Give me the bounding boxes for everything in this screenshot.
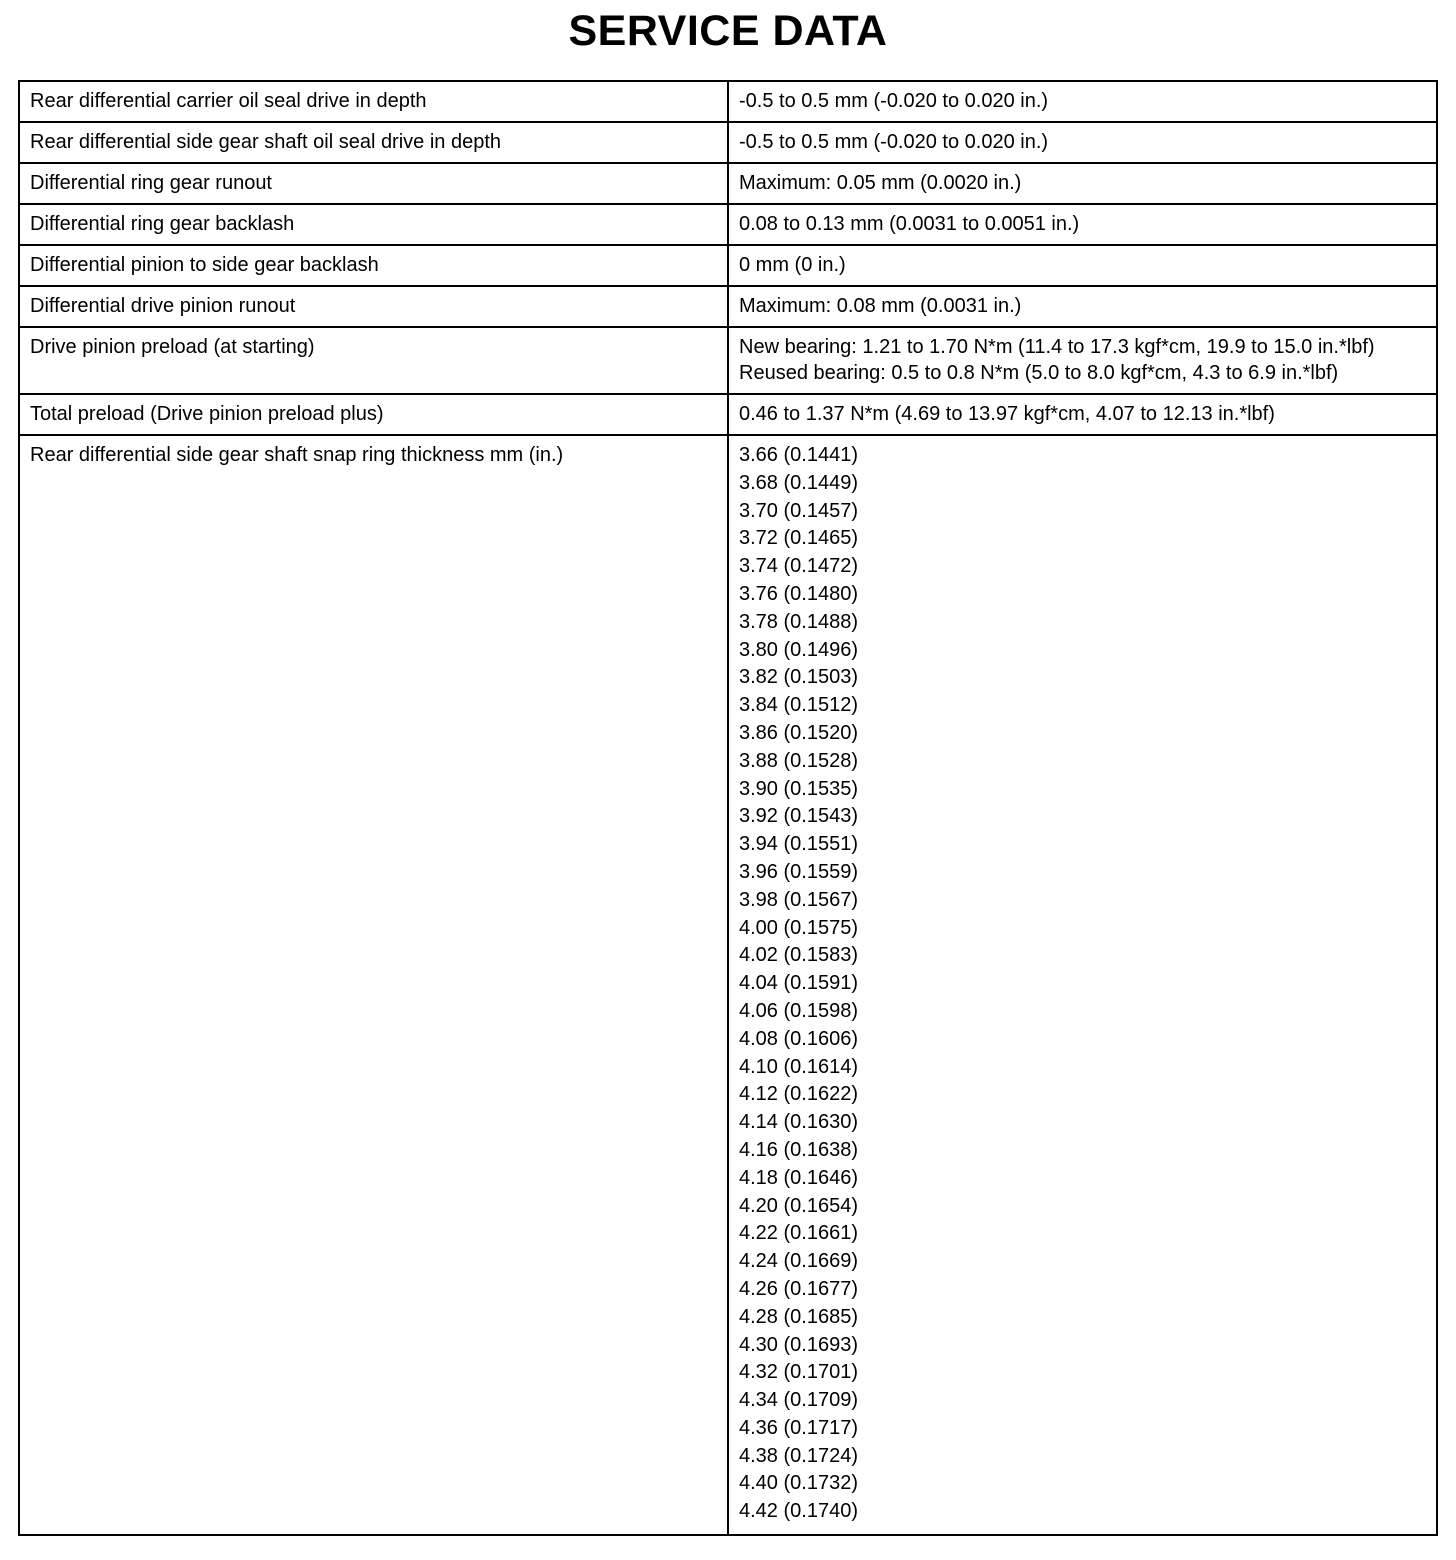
table-row <box>19 394 1437 435</box>
snap-ring-value: 4.34 (0.1709) <box>739 1389 858 1412</box>
snap-ring-value: 3.90 (0.1535) <box>739 777 858 800</box>
service-data-table <box>18 80 1438 1536</box>
snap-ring-value: 4.16 (0.1638) <box>739 1138 858 1161</box>
table-row <box>19 122 1437 163</box>
snap-ring-value: 4.40 (0.1732) <box>739 1472 858 1495</box>
snap-ring-value: 3.80 (0.1496) <box>739 638 858 661</box>
snap-ring-value: 4.22 (0.1661) <box>739 1222 858 1245</box>
page-title: SERVICE DATA <box>568 7 888 55</box>
snap-ring-value: 3.74 (0.1472) <box>739 555 858 578</box>
parameter-cell: Differential ring gear backlash <box>19 204 728 245</box>
value-cell: Maximum: 0.08 mm (0.0031 in.) <box>728 286 1437 327</box>
snap-ring-value: 3.76 (0.1480) <box>739 582 858 605</box>
snap-ring-value: 3.72 (0.1465) <box>739 527 858 550</box>
value-cell: -0.5 to 0.5 mm (-0.020 to 0.020 in.) <box>728 81 1437 122</box>
snap-ring-value: 4.20 (0.1654) <box>739 1194 858 1217</box>
snap-ring-value: 3.96 (0.1559) <box>739 860 858 883</box>
snap-ring-value: 3.82 (0.1503) <box>739 666 858 689</box>
value-cell: -0.5 to 0.5 mm (-0.020 to 0.020 in.) <box>728 122 1437 163</box>
snap-ring-value: 4.38 (0.1724) <box>739 1444 858 1467</box>
table-row <box>19 163 1437 204</box>
table-row <box>19 286 1437 327</box>
snap-ring-value: 4.32 (0.1701) <box>739 1361 858 1384</box>
snap-ring-value: 4.02 (0.1583) <box>739 944 858 967</box>
snap-ring-value: 3.92 (0.1543) <box>739 805 858 828</box>
snap-ring-value: 3.78 (0.1488) <box>739 610 858 633</box>
snap-ring-value: 4.36 (0.1717) <box>739 1416 858 1439</box>
snap-ring-value: 4.10 (0.1614) <box>739 1055 858 1078</box>
value-cell: 0 mm (0 in.) <box>728 245 1437 286</box>
snap-ring-values-cell <box>728 435 1437 1535</box>
table-row <box>19 245 1437 286</box>
snap-ring-value: 3.68 (0.1449) <box>739 471 858 494</box>
table-row <box>19 435 1437 1535</box>
parameter-cell: Rear differential side gear shaft snap ring thickness mm (in.) <box>19 435 728 1535</box>
snap-ring-value: 4.04 (0.1591) <box>739 972 858 995</box>
parameter-cell: Differential ring gear runout <box>19 163 728 204</box>
parameter-cell: Total preload (Drive pinion preload plus) <box>19 394 728 435</box>
snap-ring-value: 3.84 (0.1512) <box>739 694 858 717</box>
snap-ring-value: 4.00 (0.1575) <box>739 916 858 939</box>
snap-ring-value: 3.66 (0.1441) <box>739 444 858 466</box>
snap-ring-value: 4.28 (0.1685) <box>739 1305 858 1328</box>
reused-bearing-preload: Reused bearing: 0.5 to 0.8 N*m (5.0 to 8.0 kgf*cm, 4.3 to 6.9 in.*lbf) <box>739 362 1339 384</box>
snap-ring-value: 4.14 (0.1630) <box>739 1111 858 1134</box>
table-row <box>19 81 1437 122</box>
snap-ring-value: 3.86 (0.1520) <box>739 721 858 744</box>
new-bearing-preload: New bearing: 1.21 to 1.70 N*m (11.4 to 17.3 kgf*cm, 19.9 to 15.0 in.*lbf) <box>739 336 1375 358</box>
value-cell: 0.46 to 1.37 N*m (4.69 to 13.97 kgf*cm, 4.07 to 12.13 in.*lbf) <box>728 394 1437 435</box>
snap-ring-value: 3.98 (0.1567) <box>739 888 858 911</box>
snap-ring-value: 4.26 (0.1677) <box>739 1277 858 1300</box>
snap-ring-value: 4.24 (0.1669) <box>739 1250 858 1273</box>
value-cell: Maximum: 0.05 mm (0.0020 in.) <box>728 163 1437 204</box>
snap-ring-value: 4.08 (0.1606) <box>739 1027 858 1050</box>
snap-ring-value: 3.88 (0.1528) <box>739 749 858 772</box>
snap-ring-value: 4.18 (0.1646) <box>739 1166 858 1189</box>
snap-ring-value: 4.30 (0.1693) <box>739 1333 858 1356</box>
parameter-cell: Drive pinion preload (at starting) <box>19 327 728 394</box>
table-row <box>19 204 1437 245</box>
parameter-cell: Differential pinion to side gear backlash <box>19 245 728 286</box>
value-cell: 0.08 to 0.13 mm (0.0031 to 0.0051 in.) <box>728 204 1437 245</box>
parameter-cell: Rear differential side gear shaft oil seal drive in depth <box>19 122 728 163</box>
snap-ring-value: 4.42 (0.1740) <box>739 1500 858 1523</box>
parameter-cell: Differential drive pinion runout <box>19 286 728 327</box>
parameter-cell: Rear differential carrier oil seal drive in depth <box>19 81 728 122</box>
table-row <box>19 327 1437 394</box>
snap-ring-value: 4.06 (0.1598) <box>739 999 858 1022</box>
snap-ring-value: 4.12 (0.1622) <box>739 1083 858 1106</box>
snap-ring-value: 3.94 (0.1551) <box>739 833 858 856</box>
value-cell <box>728 327 1437 394</box>
snap-ring-value: 3.70 (0.1457) <box>739 499 858 522</box>
